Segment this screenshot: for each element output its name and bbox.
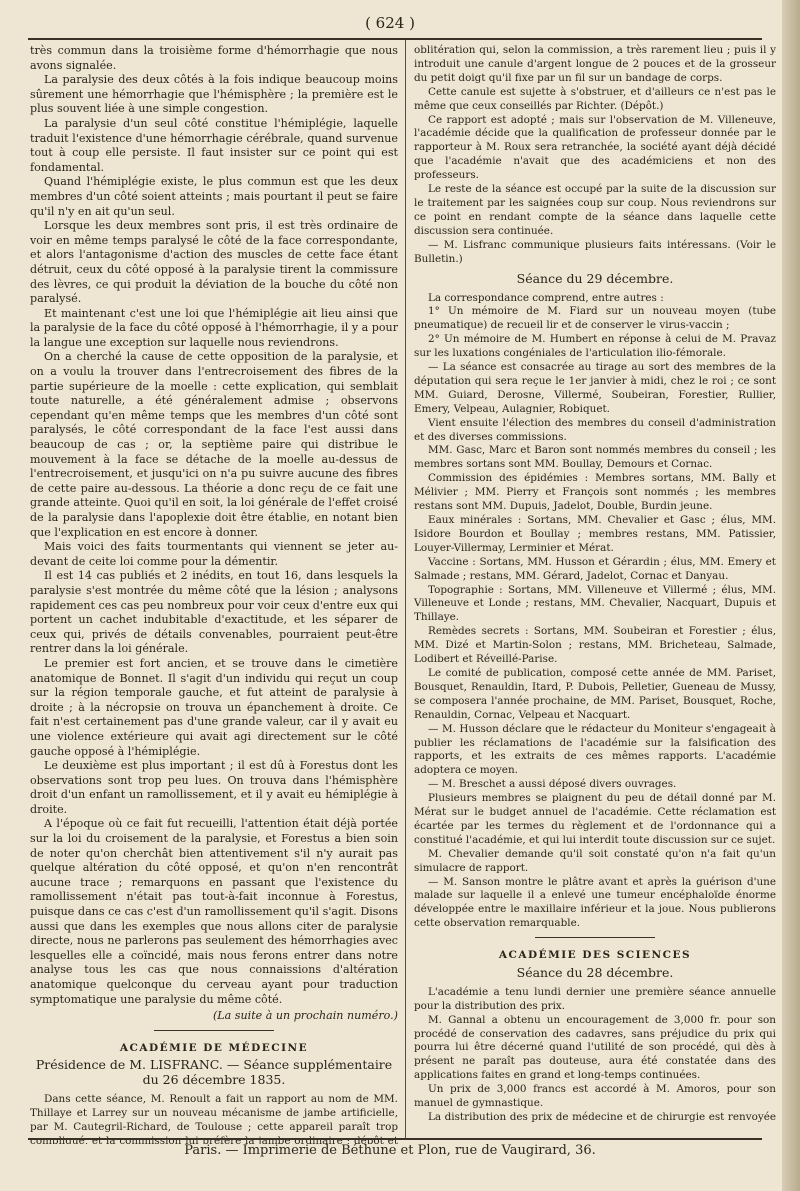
paragraph: La correspondance comprend, entre autres : bbox=[428, 291, 664, 304]
paragraph: — M. Husson déclare que le rédacteur du Moniteur s'engageait à publier les réclamations de l'académie sur la falsification des rapports, et les extraits de ces mêmes rapports. L'académie adoptera ce moyen. bbox=[414, 722, 776, 777]
paragraph: Un prix de 3,000 francs est accordé à M. Amoros, pour son manuel de gymnastique. bbox=[414, 1083, 776, 1110]
paragraph: Eaux minérales : Sortans, MM. Chevalier et Gasc ; élus, MM. Isidore Bourdon et Boullay ; membres restans, MM. Patissier, Louyer-Villermay, Lerminier et Mérat. bbox=[414, 514, 776, 554]
paragraph: — La séance est consacrée au tirage au sort des membres de la députation qui sera reçue le 1er janvier à midi, chez le roi ; ce sont MM. Guiard, Derosne, Villermé, Soubeiran, Forestier, Rullier, Emery, Velpeau, Aulagnier, Robiquet. bbox=[414, 361, 776, 415]
paragraph: Mais voici des faits tourmentants qui viennent se jeter au-devant de ceite loi comme pour la démentir. bbox=[30, 540, 398, 568]
paragraph: 2° Un mémoire de M. Humbert en réponse à celui de M. Pravaz sur les luxations congéniales de l'articulation ilio-fémorale. bbox=[414, 333, 776, 360]
continued-note: (La suite à un prochain numéro.) bbox=[212, 1009, 398, 1023]
paragraph: La distribution des prix de médecine et de chirurgie est renvoyée bbox=[428, 1110, 776, 1123]
column-divider bbox=[405, 40, 406, 1140]
paragraph: La paralysie d'un seul côté constitue l'hémiplégie, laquelle traduit l'existence d'une hémorrhagie cérébrale, quand survenue tout à coup elle persiste. Il faut insister sur ce point qui est fondamental. bbox=[30, 116, 398, 174]
header-rule bbox=[28, 38, 762, 40]
right-column bbox=[414, 44, 776, 1124]
paragraph: — M. Sanson montre le plâtre avant et après la guérison d'une malade sur laquelle il a enlevé une tumeur encéphaloïde énorme développée entre le maxillaire inférieur et la joue. Nous publierons cette observation remarquable. bbox=[414, 875, 776, 930]
printer-imprint: Paris. — Imprimerie de Béthune et Plon, rue de Vaugirard, 36. bbox=[184, 1143, 596, 1158]
paragraph: Ce rapport est adopté ; mais sur l'observation de M. Villeneuve, l'académie décide que la qualification de professeur donnée par le rapporteur à M. Roux sera retranchée, la société ayant déjà décidé que l'académie n'avait que des académiciens et non des professeurs. bbox=[414, 113, 776, 182]
paragraph: M. Chevalier demande qu'il soit constaté qu'on n'a fait qu'un simulacre de rapport. bbox=[414, 847, 776, 874]
paragraph: Le premier est fort ancien, et se trouve dans le cimetière anatomique de Bonnet. Il s'agit d'un individu qui reçut un coup sur la région temporale gauche, et fut atteint de paralysie à droite ; à la nécropsie on trouva un épanchement à droite. Ce fait n'est certainement pas d'une grande valeur, car il y avait eu une violence extérieure qui avait agi directement sur le côté gauche opposé à l'hémiplégie. bbox=[30, 656, 398, 758]
section-subtitle: Séance du 28 décembre. bbox=[516, 964, 674, 980]
section-title: ACADÉMIE DE MÉDECINE bbox=[119, 1041, 309, 1054]
paragraph: Quand l'hémiplégie existe, le plus commun est que les deux membres d'un côté soient atteints ; mais pourtant il peut se faire qu'il n'y en ait qu'un seul. bbox=[30, 175, 398, 218]
paragraph: — M. Breschet a aussi déposé divers ouvrages. bbox=[428, 778, 677, 791]
paragraph: L'académie a tenu lundi dernier une première séance annuelle pour la distribution des prix. bbox=[414, 985, 776, 1012]
paragraph: oblitération qui, selon la commission, a très rarement lieu ; puis il y introduit une canule d'argent longue de 2 pouces et de la grosseur du petit doigt qu'il fixe par un fil sur un bandage de corps. bbox=[414, 44, 776, 84]
paragraph: Commission des épidémies : Membres sortans, MM. Bally et Mélivier ; MM. Pierry et François sont nommés ; les membres restans sont MM. Dupuis, Jadelot, Double, Burdin jeune. bbox=[414, 472, 776, 513]
paragraph: MM. Gasc, Marc et Baron sont nommés membres du conseil ; les membres sortans sont MM. Boullay, Demours et Cornac. bbox=[414, 444, 776, 471]
paragraph: — M. Lisfranc communique plusieurs faits intéressans. (Voir le Bulletin.) bbox=[414, 238, 776, 265]
paragraph: très commun dans la troisième forme d'hémorrhagie que nous avons signalée. bbox=[30, 44, 398, 72]
paragraph: Vient ensuite l'élection des membres du conseil d'administration et des diverses commissions. bbox=[414, 416, 776, 443]
paragraph: A l'époque où ce fait fut recueilli, l'attention était déjà portée sur la loi du croisement de la paralysie, et Forestus a bien soin de noter qu'on cherchât bien attentivement s'il n'y aurait pas quelque altération du côté opposé, et qu'on n'en rencontrât aucune trace ; remarquons en passant que l'existence du ramollissement n'était pas tout-à-fait inconnue à Forestus, puisque dans ce cas c'est d'un ramollissement qu'il s'agit. Disons aussi que dans les exemples que nous allons citer de paralysie directe, nous ne parlerons pas seulement des hémorrhagies avec lesquelles elle a coïncidé, mais nous ferons entrer dans notre analyse tous les cas que nous connaissions d'altération anatomique quelconque du cerveau ayant pour traduction symptomatique une paralysie du même côté. bbox=[30, 817, 398, 1006]
paragraph: Le comité de publication, composé cette année de MM. Pariset, Bousquet, Renauldin, Itard, P. Dubois, Pelletier, Gueneau de Mussy, se composera l'année prochaine, de MM. Pariset, Bousquet, Roche, Renauldin, Cornac, Velpeau et Nacquart. bbox=[414, 666, 776, 721]
paragraph: Dans cette séance, M. Renoult a fait un rapport au nom de MM. Thillaye et Larrey sur un nouveau mécanisme de jambe artificielle, par M. Cautegril-Richard, de Toulouse ; cette appareil paraît trop bbox=[30, 1093, 398, 1134]
paragraph: Et maintenant c'est une loi que l'hémiplégie ait lieu ainsi que la paralysie de la face du côté opposé à l'hémorrhagie, il y a pour la langue une exception sur laquelle nous reviendrons. bbox=[30, 306, 398, 349]
paragraph: M. Gannal a obtenu un encouragement de 3,000 fr. pour son procédé de conservation des cadavres, sans préjudice du prix qui pourra lui être décerné quand l'utilité de son procédé, qui dès à présent ne paraît pas douteuse, aura été constatée dans des applications faites en grand et long-temps continuées. bbox=[414, 1013, 776, 1082]
paragraph: Vaccine : Sortans, MM. Husson et Gérardin ; élus, MM. Emery et Salmade ; restans, MM. Gérard, Jadelot, Cornac et Danyau. bbox=[414, 555, 776, 582]
paragraph: Lorsque les deux membres sont pris, il est très ordinaire de voir en même temps paralysé le côté de la face correspondante, et alors l'antagonisme d'action des muscles de cette face étant détruit, ceux du côté opposé à la paralysie tirent la commissure des lèvres, ce qui produit la déviation de la bouche du côté non paralysé. bbox=[30, 219, 398, 306]
section-title: ACADÉMIE DES SCIENCES bbox=[498, 949, 692, 962]
section-subtitle: Présidence de M. LISFRANC. — Séance supplémentaire du 26 décembre 1835. bbox=[35, 1057, 393, 1088]
page-spine bbox=[782, 0, 800, 1191]
section-rule bbox=[535, 937, 655, 938]
section-rule bbox=[154, 1030, 274, 1031]
paragraph: Il est 14 cas publiés et 2 inédits, en tout 16, dans lesquels la paralysie s'est montrée du même côté que la lésion ; analysons rapidement ces cas peu nombreux pour voir ceux d'entre eux qui portent un cachet indubitable d'exactitude, et les séparer de ceux qui, privés de détails convenables, pourraient peut-être rentrer dans la loi générale. bbox=[30, 569, 398, 656]
page-number: ( 624 ) bbox=[365, 14, 415, 32]
paragraph: Plusieurs membres se plaignent du peu de détail donné par M. Mérat sur le budget annuel de l'académie. Cette réclamation est écartée par les termes du règlement et de l'ordonnance qui a constitué l'académie, et qui lui interdit toute discussion sur ce sujet. bbox=[414, 792, 776, 846]
seance-title: Séance du 29 décembre. bbox=[516, 270, 674, 286]
paragraph: Le reste de la séance est occupé par la suite de la discussion sur le traitement par les saignées coup sur coup. Nous reviendrons sur ce point en rendant compte de la séance dans laquelle cette discussion sera continuée. bbox=[414, 183, 776, 237]
left-column bbox=[30, 44, 398, 1144]
paragraph: Topographie : Sortans, MM. Villeneuve et Villermé ; élus, MM. Villeneuve et Londe ; restans, MM. Chevalier, Nacquart, Dupuis et Thillaye. bbox=[414, 583, 776, 624]
paragraph: Remèdes secrets : Sortans, MM. Soubeiran et Forestier ; élus, MM. Dizé et Martin-Solon ; restans, MM. Bricheteau, Salmade, Lodibert et Réveillé-Parise. bbox=[414, 625, 776, 666]
footer-rule bbox=[28, 1138, 762, 1140]
paragraph: Cette canule est sujette à s'obstruer, et d'ailleurs ce n'est pas le même que ceux conseillés par Richter. (Dépôt.) bbox=[414, 85, 776, 112]
paragraph: 1° Un mémoire de M. Fiard sur un nouveau moyen (tube pneumatique) de recueil lir et de conserver le virus-vaccin ; bbox=[414, 305, 776, 332]
paragraph: Le deuxième est plus important ; il est dû à Forestus dont les observations sont trop peu lues. On trouva dans l'hémisphère droit d'un enfant un ramollissement, et il y avait eu hémiplégie à droite. bbox=[30, 759, 398, 816]
paragraph: On a cherché la cause de cette opposition de la paralysie, et on a voulu la trouver dans l'entrecroisement des fibres de la partie supérieure de la moelle : cette explication, qui semblait toute naturelle, a été généralement admise ; observons cependant qu'en même temps que les membres d'un côté sont paralysés, le côté correspondant de la face l'est aussi dans beaucoup de cas ; or, la septième paire qui distribue le mouvement à la face se détache de la moelle au-dessus de l'entrecroisement, et jusqu'ici on n'a pu suivre aucune des fibres de cette paire au-dessous. La théorie a donc reçu de ce fait une grande atteinte. Quoi qu'il en soit, la loi générale de l'effet croisé de la paralysie dans l'apoplexie doit être établie, en notant bien que l'explication en est encore à donner. bbox=[30, 350, 398, 539]
paragraph: La paralysie des deux côtés à la fois indique beaucoup moins sûrement une hémorrhagie que l'hémisphère ; la première est le plus souvent liée à une simple congestion. bbox=[30, 73, 398, 116]
